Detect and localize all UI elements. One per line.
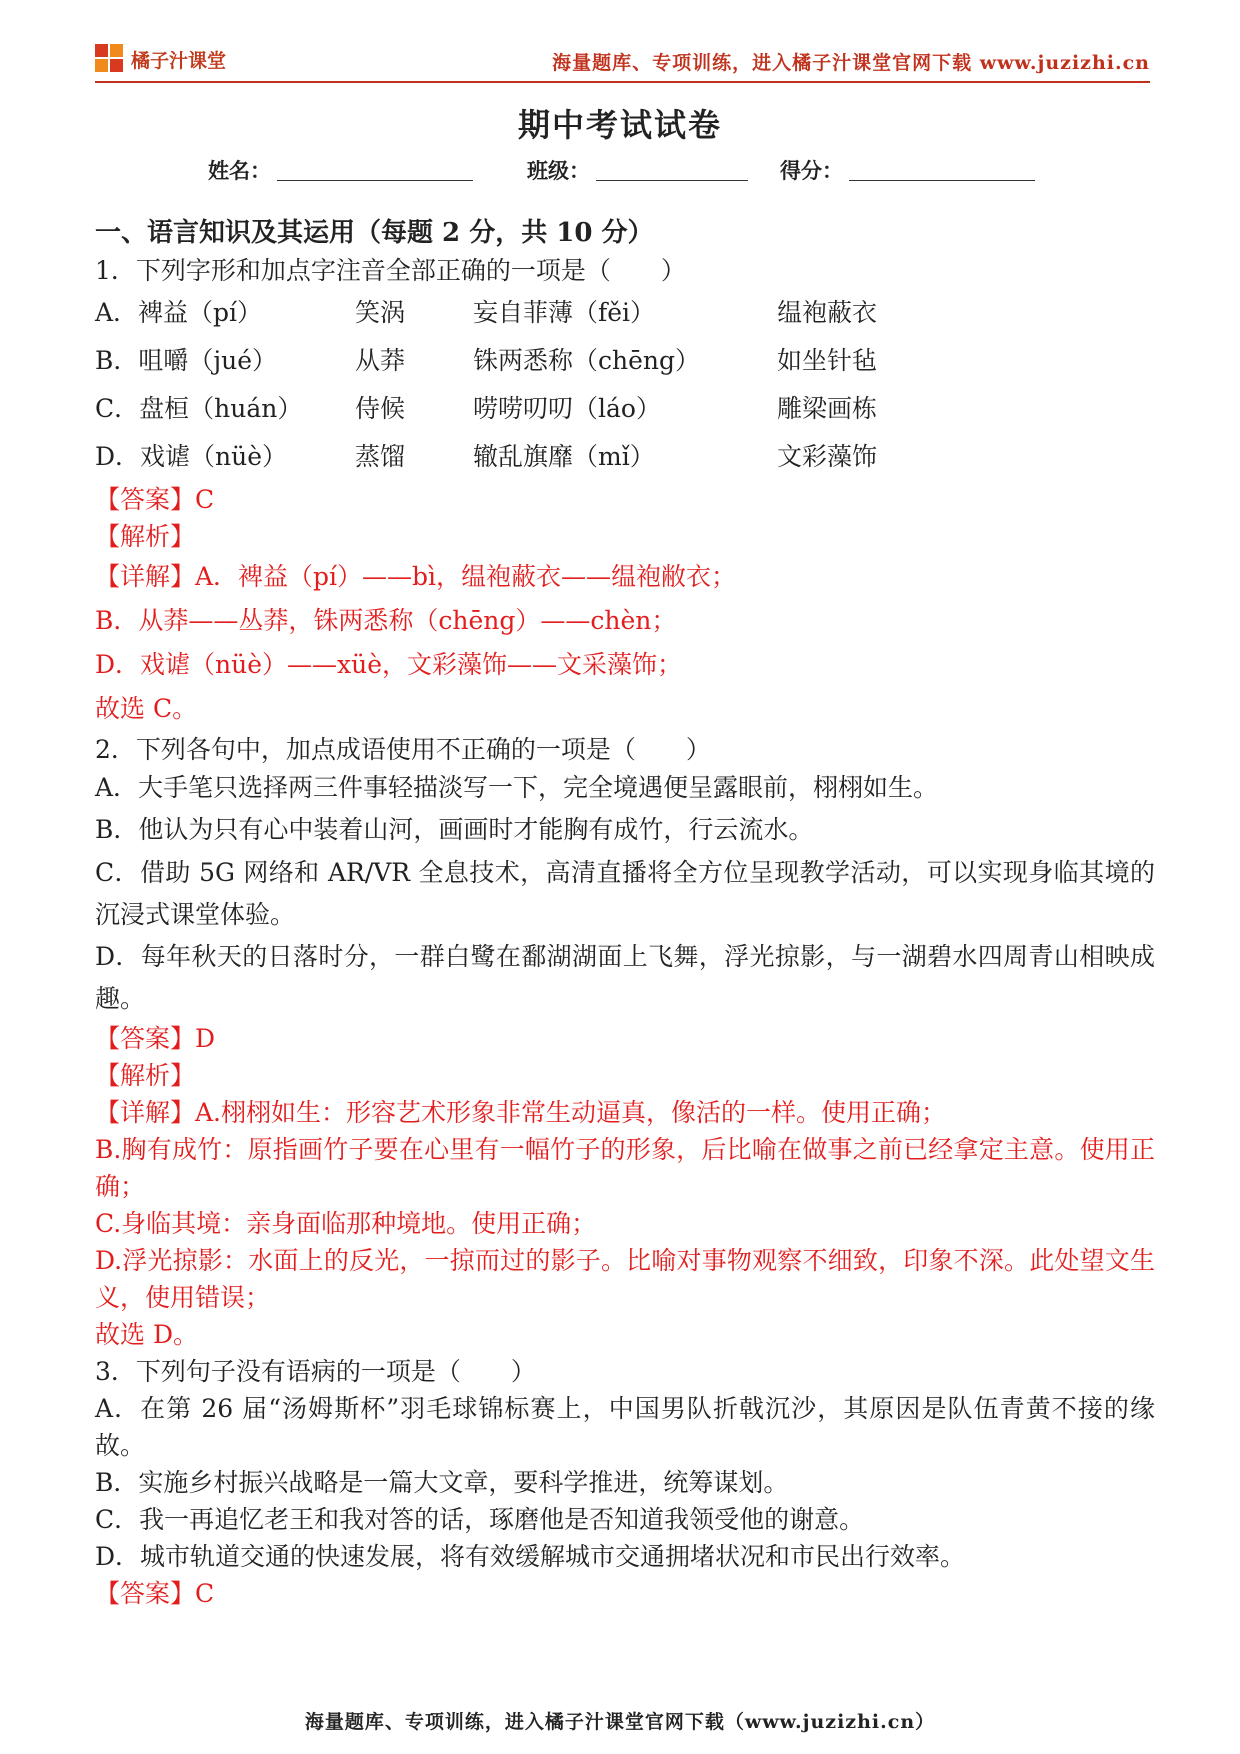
q1-detail-line: D．戏谑（nüè）——xüè，文彩藻饰——文采藻饰； [95, 650, 683, 679]
q3-option-b: B．实施乡村振兴战略是一篇大文章，要科学推进，统筹谋划。 [95, 1468, 789, 1497]
exam-content [95, 215, 1155, 1612]
q2-detail-line: B.胸有成竹：原指画竹子要在心里有一幅竹子的形象，后比喻在做事之前已经拿定主意。使用正确； [95, 1135, 1155, 1201]
q2-conclusion: 故选 D。 [95, 1320, 198, 1349]
option-word: 铢两悉称（chēng） [473, 346, 701, 375]
q2-detail-line: 【详解】A.栩栩如生：形容艺术形象非常生动逼真，像活的一样。使用正确； [95, 1098, 947, 1127]
page-header [95, 40, 1150, 78]
q3-stem: 3．下列句子没有语病的一项是（ ） [95, 1357, 536, 1386]
header-slogan: 海量题库、专项训练，进入橘子汁课堂官网下载 www.juzizhi.cn [552, 52, 1150, 74]
option-word: 从莽 [355, 346, 406, 375]
q2-answer: 【答案】D [95, 1024, 216, 1053]
q1-stem: 1．下列字形和加点字注音全部正确的一项是（ ） [95, 256, 686, 285]
option-word: 雕梁画栋 [777, 394, 878, 423]
option-word: 笑涡 [355, 298, 406, 327]
section-heading: 一、语言知识及其运用（每题 2 分，共 10 分） [95, 218, 654, 248]
brand-logo [95, 44, 226, 74]
name-blank[interactable] [277, 160, 473, 181]
option-word: A．裨益（pí） [95, 298, 263, 327]
score-field[interactable] [780, 155, 1035, 185]
option-word: 侍候 [355, 394, 406, 423]
page-footer: 海量题库、专项训练，进入橘子汁课堂官网下载（www.juzizhi.cn） [304, 1711, 936, 1733]
option-word: D．戏谑（nüè） [95, 442, 288, 471]
q1-analysis-label: 【解析】 [95, 522, 196, 551]
q1-option-b [95, 337, 1155, 385]
q2-detail-line: C.身临其境：亲身面临那种境地。使用正确； [95, 1209, 597, 1238]
q3-option-a: A．在第 26 届“汤姆斯杯”羽毛球锦标赛上，中国男队折戟沉沙，其原因是队伍青黄不接的缘故。 [95, 1394, 1155, 1460]
page-title: 期中考试试卷 [517, 106, 722, 144]
logo-icon [95, 44, 125, 74]
q1-answer: 【答案】C [95, 485, 215, 514]
class-label: 班级： [527, 158, 590, 183]
class-blank[interactable] [596, 160, 748, 181]
q2-stem: 2．下列各句中，加点成语使用不正确的一项是（ ） [95, 735, 711, 764]
q2-analysis-label: 【解析】 [95, 1061, 196, 1090]
header-divider [95, 81, 1150, 83]
q3-option-d: D．城市轨道交通的快速发展，将有效缓解城市交通拥堵状况和市民出行效率。 [95, 1542, 966, 1571]
option-word: 蒸馏 [355, 442, 406, 471]
q1-option-c [95, 385, 1155, 433]
option-word: 文彩藻饰 [777, 442, 878, 471]
q2-option-a: A．大手笔只选择两三件事轻描淡写一下，完全境遇便呈露眼前，栩栩如生。 [95, 773, 939, 802]
q1-option-a [95, 289, 1155, 337]
q2-option-d: D．每年秋天的日落时分，一群白鹭在鄱湖湖面上飞舞，浮光掠影，与一湖碧水四周青山相映成趣。 [95, 942, 1155, 1013]
score-blank[interactable] [849, 160, 1035, 181]
logo-text: 橘子汁课堂 [131, 49, 227, 72]
name-field[interactable] [208, 155, 473, 185]
class-field[interactable] [527, 155, 748, 185]
q3-answer: 【答案】C [95, 1579, 215, 1608]
option-word: 妄自菲薄（fěi） [473, 298, 656, 327]
q2-option-b: B．他认为只有心中装着山河，画画时才能胸有成竹，行云流水。 [95, 815, 814, 844]
q1-option-d [95, 433, 1155, 481]
score-label: 得分： [780, 158, 843, 183]
q2-detail-line: D.浮光掠影：水面上的反光，一掠而过的影子。比喻对事物观察不细致，印象不深。此处望文生义，使用错误； [95, 1246, 1155, 1312]
option-word: 如坐针毡 [777, 346, 878, 375]
name-label: 姓名： [208, 158, 271, 183]
option-word: B．咀嚼（jué） [95, 346, 278, 375]
q2-option-c: C．借助 5G 网络和 AR/VR 全息技术，高清直播将全方位呈现教学活动，可以实现身临其境的沉浸式课堂体验。 [95, 858, 1155, 929]
q1-detail-line: B．从莽——丛莽，铢两悉称（chēng）——chèn； [95, 606, 677, 635]
q1-conclusion: 故选 C。 [95, 694, 198, 723]
q1-detail-line: 【详解】A．裨益（pí）——bì，缊袍蔽衣——缊袍敝衣； [95, 562, 737, 591]
q3-option-c: C．我一再追忆老王和我对答的话，琢磨他是否知道我领受他的谢意。 [95, 1505, 865, 1534]
option-word: C．盘桓（huán） [95, 394, 303, 423]
option-word: 唠唠叨叨（láo） [473, 394, 661, 423]
option-word: 缊袍蔽衣 [777, 298, 878, 327]
option-word: 辙乱旗靡（mǐ） [473, 442, 655, 471]
